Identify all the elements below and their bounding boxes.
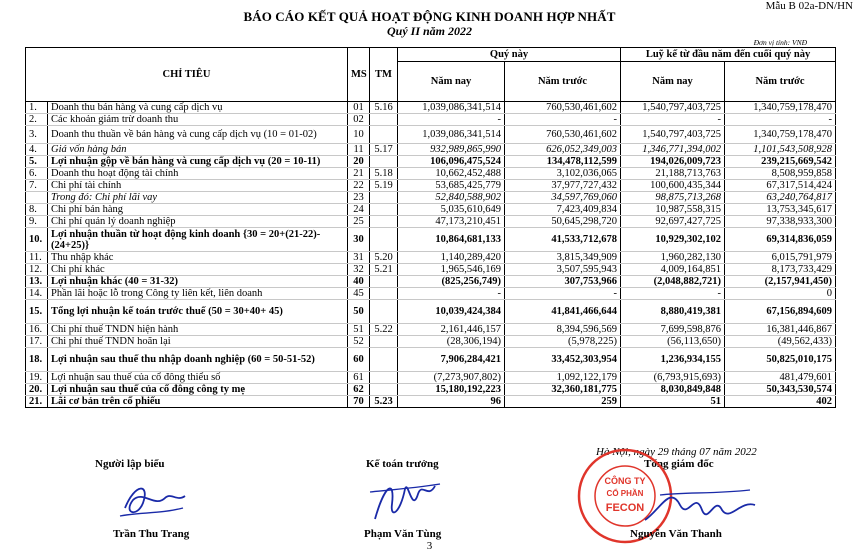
row-ms: 60 — [348, 348, 370, 372]
header-quarter-group: Quý này — [398, 48, 621, 62]
row-ms: 40 — [348, 276, 370, 288]
row-ms: 25 — [348, 216, 370, 228]
row-ms: 70 — [348, 396, 370, 408]
row-number — [26, 192, 48, 204]
row-quarter-now: 106,096,475,524 — [398, 156, 505, 168]
row-ytd-prev: 239,215,669,542 — [725, 156, 836, 168]
row-ms: 32 — [348, 264, 370, 276]
row-ytd-now: 1,540,797,403,725 — [621, 126, 725, 144]
row-quarter-prev: 134,478,112,599 — [505, 156, 621, 168]
row-ytd-now: 1,960,282,130 — [621, 252, 725, 264]
row-tm — [370, 276, 398, 288]
row-label: Chi phí thuế TNDN hiện hành — [48, 324, 348, 336]
table-row — [26, 156, 836, 168]
row-ytd-now: (6,793,915,693) — [621, 372, 725, 384]
row-number: 10. — [26, 228, 48, 252]
row-quarter-now: 52,840,588,902 — [398, 192, 505, 204]
row-ms: 31 — [348, 252, 370, 264]
row-ytd-now: 21,188,713,763 — [621, 168, 725, 180]
report-title: BÁO CÁO KẾT QUẢ HOẠT ĐỘNG KINH DOANH HỢP NHẤT — [243, 9, 616, 24]
row-number: 18. — [26, 348, 48, 372]
row-ytd-now: 98,875,713,268 — [621, 192, 725, 204]
row-ytd-prev: 13,753,345,617 — [725, 204, 836, 216]
row-tm — [370, 204, 398, 216]
header-ms: MS — [348, 48, 370, 102]
row-number: 14. — [26, 288, 48, 300]
row-ytd-prev: 1,340,759,178,470 — [725, 126, 836, 144]
row-quarter-now: 1,140,289,420 — [398, 252, 505, 264]
row-ytd-prev: 69,314,836,059 — [725, 228, 836, 252]
row-ytd-now: (56,113,650) — [621, 336, 725, 348]
row-quarter-now: 10,864,681,133 — [398, 228, 505, 252]
row-ytd-prev: 8,508,959,858 — [725, 168, 836, 180]
row-quarter-prev: 34,597,769,060 — [505, 192, 621, 204]
table-row — [26, 288, 836, 300]
row-ytd-prev: 67,156,894,609 — [725, 300, 836, 324]
row-quarter-prev: 307,753,966 — [505, 276, 621, 288]
row-quarter-prev: 760,530,461,602 — [505, 102, 621, 114]
row-tm — [370, 372, 398, 384]
row-ms: 24 — [348, 204, 370, 216]
row-tm: 5.20 — [370, 252, 398, 264]
row-quarter-prev: 1,092,122,179 — [505, 372, 621, 384]
row-label: Doanh thu bán hàng và cung cấp dịch vụ — [48, 102, 348, 114]
table-row — [26, 144, 836, 156]
row-quarter-prev: (5,978,225) — [505, 336, 621, 348]
row-quarter-prev: 41,533,712,678 — [505, 228, 621, 252]
table-row — [26, 126, 836, 144]
row-number: 21. — [26, 396, 48, 408]
row-quarter-now: (825,256,749) — [398, 276, 505, 288]
accountant-name: Phạm Văn Tùng — [364, 528, 442, 540]
row-ytd-now: 10,929,302,102 — [621, 228, 725, 252]
row-ytd-prev: 63,240,764,817 — [725, 192, 836, 204]
row-ytd-now: 8,030,849,848 — [621, 384, 725, 396]
row-number: 9. — [26, 216, 48, 228]
row-quarter-now: 1,039,086,341,514 — [398, 102, 505, 114]
row-quarter-now: - — [398, 114, 505, 126]
row-quarter-now: 47,173,210,451 — [398, 216, 505, 228]
income-statement-table — [25, 47, 836, 408]
row-ms: 21 — [348, 168, 370, 180]
row-tm — [370, 228, 398, 252]
row-quarter-now: 932,989,865,990 — [398, 144, 505, 156]
row-ytd-now: - — [621, 288, 725, 300]
row-quarter-now: 2,161,446,157 — [398, 324, 505, 336]
row-ytd-prev: 402 — [725, 396, 836, 408]
table-row — [26, 276, 836, 288]
row-ytd-prev: 50,825,010,175 — [725, 348, 836, 372]
svg-text:CÔNG TY: CÔNG TY — [604, 476, 646, 486]
row-quarter-now: 53,685,425,779 — [398, 180, 505, 192]
row-number: 11. — [26, 252, 48, 264]
row-quarter-prev: 37,977,727,432 — [505, 180, 621, 192]
row-label: Chi phí quản lý doanh nghiệp — [48, 216, 348, 228]
row-ytd-prev: - — [725, 114, 836, 126]
table-row — [26, 204, 836, 216]
row-ytd-prev: 50,343,530,574 — [725, 384, 836, 396]
row-number: 4. — [26, 144, 48, 156]
row-ms: 50 — [348, 300, 370, 324]
header-y-now: Năm nay — [621, 62, 725, 102]
header-ytd-group: Luỹ kế từ đầu năm đến cuối quý này — [621, 48, 836, 62]
row-label: Lợi nhuận sau thuế của cổ đông công ty mẹ — [48, 384, 348, 396]
director-name: Nguyễn Văn Thanh — [630, 528, 722, 540]
row-label: Các khoản giảm trừ doanh thu — [48, 114, 348, 126]
page-number: 3 — [426, 540, 433, 552]
row-tm — [370, 336, 398, 348]
row-number: 3. — [26, 126, 48, 144]
accountant-signature-icon — [360, 474, 445, 529]
row-label: Lợi nhuận thuần từ hoạt động kinh doanh {30 = 20+(21-22)-(24+25)} — [48, 228, 348, 252]
row-tm — [370, 114, 398, 126]
accountant-title: Kế toán trưởng — [366, 458, 439, 470]
row-quarter-prev: 41,841,466,644 — [505, 300, 621, 324]
row-tm: 5.16 — [370, 102, 398, 114]
preparer-name: Trần Thu Trang — [113, 528, 190, 540]
row-label: Doanh thu hoạt động tài chính — [48, 168, 348, 180]
row-quarter-prev: 3,507,595,943 — [505, 264, 621, 276]
row-quarter-now: 7,906,284,421 — [398, 348, 505, 372]
row-label: Lợi nhuận sau thuế thu nhập doanh nghiệp (60 = 50-51-52) — [48, 348, 348, 372]
row-ytd-now: 1,346,771,394,002 — [621, 144, 725, 156]
table-row — [26, 228, 836, 252]
row-label: Lợi nhuận sau thuế của cổ đông thiểu số — [48, 372, 348, 384]
row-label: Trong đó: Chi phí lãi vay — [48, 192, 348, 204]
row-quarter-now: 1,965,546,169 — [398, 264, 505, 276]
row-tm — [370, 288, 398, 300]
row-tm — [370, 384, 398, 396]
row-number: 8. — [26, 204, 48, 216]
row-ytd-now: 7,699,598,876 — [621, 324, 725, 336]
row-ms: 52 — [348, 336, 370, 348]
row-label: Lãi cơ bản trên cổ phiếu — [48, 396, 348, 408]
row-quarter-now: 10,662,452,488 — [398, 168, 505, 180]
table-row — [26, 114, 836, 126]
row-ytd-prev: 481,479,601 — [725, 372, 836, 384]
row-ytd-now: 194,026,009,723 — [621, 156, 725, 168]
row-quarter-now: 15,180,192,223 — [398, 384, 505, 396]
row-number: 17. — [26, 336, 48, 348]
row-ms: 62 — [348, 384, 370, 396]
row-number: 13. — [26, 276, 48, 288]
row-ytd-now: - — [621, 114, 725, 126]
row-ms: 20 — [348, 156, 370, 168]
row-ytd-prev: 1,340,759,178,470 — [725, 102, 836, 114]
table-row — [26, 396, 836, 408]
row-number: 12. — [26, 264, 48, 276]
row-ms: 61 — [348, 372, 370, 384]
row-label: Tổng lợi nhuận kế toán trước thuế (50 = 30+40+ 45) — [48, 300, 348, 324]
row-ms: 45 — [348, 288, 370, 300]
row-ytd-now: (2,048,882,721) — [621, 276, 725, 288]
table-row — [26, 384, 836, 396]
row-label: Lợi nhuận khác (40 = 31-32) — [48, 276, 348, 288]
row-label: Chi phí khác — [48, 264, 348, 276]
row-quarter-prev: 3,815,349,909 — [505, 252, 621, 264]
row-quarter-prev: 259 — [505, 396, 621, 408]
row-tm — [370, 300, 398, 324]
row-tm: 5.22 — [370, 324, 398, 336]
director-title: Tổng giám đốc — [644, 458, 714, 470]
table-row — [26, 192, 836, 204]
row-label: Lợi nhuận gộp về bán hàng và cung cấp dịch vụ (20 = 10-11) — [48, 156, 348, 168]
row-number: 20. — [26, 384, 48, 396]
row-quarter-prev: - — [505, 288, 621, 300]
row-quarter-now: (7,273,907,802) — [398, 372, 505, 384]
row-tm — [370, 348, 398, 372]
row-ytd-prev: 67,317,514,424 — [725, 180, 836, 192]
row-ytd-now: 100,600,435,344 — [621, 180, 725, 192]
table-row — [26, 324, 836, 336]
row-tm — [370, 192, 398, 204]
row-tm — [370, 216, 398, 228]
row-ytd-now: 4,009,164,851 — [621, 264, 725, 276]
row-label: Phần lãi hoặc lỗ trong Công ty liên kết, liên doanh — [48, 288, 348, 300]
row-tm — [370, 156, 398, 168]
table-row — [26, 180, 836, 192]
row-tm: 5.21 — [370, 264, 398, 276]
row-label: Chi phí bán hàng — [48, 204, 348, 216]
table-row — [26, 348, 836, 372]
row-ms: 51 — [348, 324, 370, 336]
row-number: 7. — [26, 180, 48, 192]
row-ytd-now: 8,880,419,381 — [621, 300, 725, 324]
row-quarter-now: - — [398, 288, 505, 300]
row-ytd-prev: 8,173,733,429 — [725, 264, 836, 276]
row-label: Chi phí tài chính — [48, 180, 348, 192]
row-ytd-now: 1,540,797,403,725 — [621, 102, 725, 114]
row-label: Thu nhập khác — [48, 252, 348, 264]
header-y-prev: Năm trước — [725, 62, 836, 102]
table-row — [26, 300, 836, 324]
row-quarter-prev: 32,360,181,775 — [505, 384, 621, 396]
table-row — [26, 264, 836, 276]
place-date: Hà Nội, ngày 29 tháng 07 năm 2022 — [596, 446, 757, 458]
row-quarter-prev: 50,645,298,720 — [505, 216, 621, 228]
row-ms: 11 — [348, 144, 370, 156]
row-quarter-now: (28,306,194) — [398, 336, 505, 348]
row-label: Chi phí thuế TNDN hoãn lại — [48, 336, 348, 348]
preparer-signature-icon — [115, 478, 190, 523]
row-ytd-prev: 6,015,791,979 — [725, 252, 836, 264]
row-quarter-prev: 626,052,349,003 — [505, 144, 621, 156]
table-row — [26, 216, 836, 228]
row-tm: 5.19 — [370, 180, 398, 192]
row-quarter-prev: 33,452,303,954 — [505, 348, 621, 372]
row-tm — [370, 126, 398, 144]
row-number: 16. — [26, 324, 48, 336]
form-code: Mẫu B 02a-DN/HN — [765, 0, 853, 12]
row-tm: 5.17 — [370, 144, 398, 156]
row-ytd-prev: 97,338,933,300 — [725, 216, 836, 228]
row-number: 2. — [26, 114, 48, 126]
table-row — [26, 168, 836, 180]
header-q-now: Năm nay — [398, 62, 505, 102]
director-signature-icon — [640, 480, 760, 530]
table-row — [26, 252, 836, 264]
row-number: 6. — [26, 168, 48, 180]
svg-text:FECON: FECON — [605, 502, 645, 514]
header-chi-tieu: CHỈ TIÊU — [26, 48, 348, 102]
row-ytd-prev: 16,381,446,867 — [725, 324, 836, 336]
report-subtitle: Quý II năm 2022 — [386, 24, 472, 38]
table-row — [26, 102, 836, 114]
svg-text:CỔ PHẦN: CỔ PHẦN — [606, 489, 644, 498]
row-quarter-now: 10,039,424,384 — [398, 300, 505, 324]
row-quarter-prev: 3,102,036,065 — [505, 168, 621, 180]
row-ytd-prev: 1,101,543,508,928 — [725, 144, 836, 156]
row-ytd-now: 92,697,427,725 — [621, 216, 725, 228]
row-quarter-prev: 7,423,409,834 — [505, 204, 621, 216]
row-ytd-now: 51 — [621, 396, 725, 408]
row-quarter-now: 5,035,610,649 — [398, 204, 505, 216]
row-tm: 5.23 — [370, 396, 398, 408]
row-number: 1. — [26, 102, 48, 114]
row-number: 15. — [26, 300, 48, 324]
row-ytd-prev: (49,562,433) — [725, 336, 836, 348]
row-ytd-now: 10,987,558,315 — [621, 204, 725, 216]
row-ytd-now: 1,236,934,155 — [621, 348, 725, 372]
row-quarter-now: 96 — [398, 396, 505, 408]
row-ms: 10 — [348, 126, 370, 144]
row-label: Giá vốn hàng bán — [48, 144, 348, 156]
row-ms: 22 — [348, 180, 370, 192]
row-number: 5. — [26, 156, 48, 168]
preparer-title: Người lập biểu — [95, 458, 165, 470]
header-q-prev: Năm trước — [505, 62, 621, 102]
row-tm: 5.18 — [370, 168, 398, 180]
row-quarter-prev: 8,394,596,569 — [505, 324, 621, 336]
row-label: Doanh thu thuần về bán hàng và cung cấp dịch vụ (10 = 01-02) — [48, 126, 348, 144]
row-ms: 01 — [348, 102, 370, 114]
row-number: 19. — [26, 372, 48, 384]
row-ms: 02 — [348, 114, 370, 126]
header-tm: TM — [370, 48, 398, 102]
row-quarter-prev: - — [505, 114, 621, 126]
table-row — [26, 372, 836, 384]
row-ytd-prev: 0 — [725, 288, 836, 300]
row-ytd-prev: (2,157,941,450) — [725, 276, 836, 288]
table-row — [26, 336, 836, 348]
row-ms: 30 — [348, 228, 370, 252]
row-ms: 23 — [348, 192, 370, 204]
row-quarter-now: 1,039,086,341,514 — [398, 126, 505, 144]
currency-unit: Đơn vị tính: VNĐ — [753, 38, 807, 47]
row-quarter-prev: 760,530,461,602 — [505, 126, 621, 144]
